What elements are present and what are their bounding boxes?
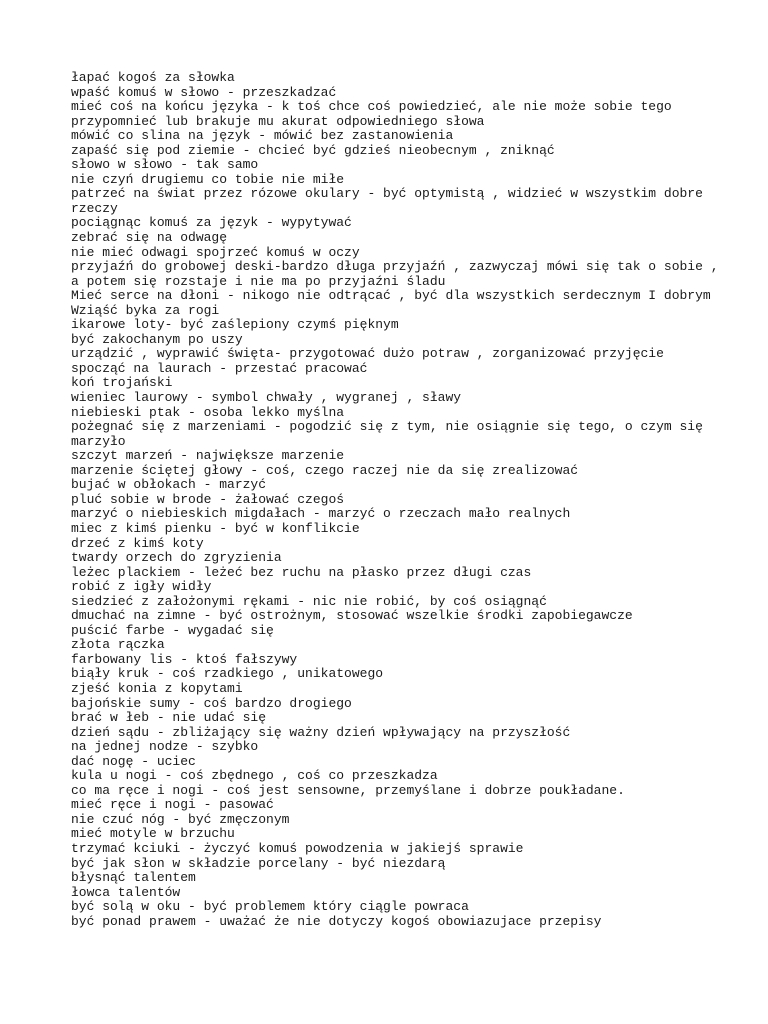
- text-line: miec z kimś pienku - być w konflikcie: [71, 520, 360, 536]
- text-line: trzymać kciuki - życzyć komuś powodzenia w jakiejś sprawie: [71, 840, 524, 856]
- text-line: ikarowe loty- być zaślepiony czymś pięknym: [71, 317, 399, 333]
- text-line: pociągnąc komuś za język - wypytywać: [71, 215, 352, 231]
- text-line: dzień sądu - zbliżający się ważny dzień wpływający na przyszłość: [71, 724, 571, 740]
- text-line: słowo w słowo - tak samo: [71, 157, 259, 173]
- text-line: nie mieć odwagi spojrzeć komuś w oczy: [71, 244, 360, 260]
- text-line: urządzić , wyprawić święta- przygotować dużo potraw , zorganizować przyjęcie: [71, 346, 664, 362]
- text-line: nie czuć nóg - być zmęczonym: [71, 811, 290, 827]
- text-line: mieć coś na końcu języka - k toś chce coś powiedzieć, ale nie może sobie tego: [71, 99, 672, 115]
- text-line: siedzieć z założonymi rękami - nic nie robić, by coś osiągnąć: [71, 593, 547, 609]
- text-line: co ma ręce i nogi - coś jest sensowne, przemyślane i dobrze poukładane.: [71, 782, 625, 798]
- text-line: być zakochanym po uszy: [71, 331, 243, 347]
- text-line: szczyt marzeń - największe marzenie: [71, 448, 345, 464]
- text-line: dać nogę - uciec: [71, 753, 196, 769]
- text-line: robić z igły widły: [71, 579, 212, 595]
- text-line: a potem się rozstaje i nie ma po przyjaźni śladu: [71, 273, 446, 289]
- text-line: zebrać się na odwagę: [71, 230, 228, 246]
- text-line: mieć ręce i nogi - pasować: [71, 797, 274, 813]
- text-line: marzyć o niebieskich migdałach - marzyć o rzeczach mało realnych: [71, 506, 571, 522]
- text-line: rzeczy: [71, 200, 118, 216]
- text-line: kula u nogi - coś zbędnego , coś co przeszkadza: [71, 768, 438, 784]
- document-text: [71, 71, 731, 929]
- text-line: nie czyń drugiemu co tobie nie miłe: [71, 171, 345, 187]
- text-line: brać w łeb - nie udać się: [71, 710, 267, 726]
- text-line: koń trojański: [71, 375, 173, 391]
- text-line: twardy orzech do zgryzienia: [71, 550, 282, 566]
- text-line: spocząć na laurach - przestać pracować: [71, 360, 368, 376]
- text-line: być solą w oku - być problemem który ciągle powraca: [71, 899, 469, 915]
- text-line: łowca talentów: [71, 884, 181, 900]
- text-line: bajońskie sumy - coś bardzo drogiego: [71, 695, 352, 711]
- text-line: puścić farbe - wygadać się: [71, 622, 274, 638]
- text-line: mówić co slina na język - mówić bez zastanowienia: [71, 128, 454, 144]
- text-line: wpaść komuś w słowo - przeszkadzać: [71, 84, 337, 100]
- text-line: marzenie ściętej głowy - coś, czego raczej nie da się zrealizować: [71, 462, 579, 478]
- text-line: patrzeć na świat przez rózowe okulary - być optymistą , widzieć w wszystkim dobre: [71, 186, 703, 202]
- text-line: być jak słon w składzie porcelany - być niezdarą: [71, 855, 446, 871]
- text-line: dmuchać na zimne - być ostrożnym, stosować wszelkie środki zapobiegawcze: [71, 608, 633, 624]
- text-line: zjeść konia z kopytami: [71, 680, 243, 696]
- text-line: na jednej nodze - szybko: [71, 739, 259, 755]
- text-line: mieć motyle w brzuchu: [71, 826, 235, 842]
- text-line: błysnąć talentem: [71, 870, 196, 886]
- text-line: być ponad prawem - uważać że nie dotyczy kogoś obowiazujace przepisy: [71, 913, 602, 929]
- text-line: farbowany lis - ktoś fałszywy: [71, 651, 298, 667]
- text-line: łapać kogoś za słowka: [71, 70, 235, 85]
- text-line: leżec plackiem - leżeć bez ruchu na płasko przez długi czas: [71, 564, 532, 580]
- text-line: drzeć z kimś koty: [71, 535, 204, 551]
- text-line: marzyło: [71, 433, 126, 449]
- text-line: Mieć serce na dłoni - nikogo nie odtrącać , być dla wszystkich serdecznym I dobrym: [71, 288, 711, 304]
- text-line: bujać w obłokach - marzyć: [71, 477, 267, 493]
- text-line: pluć sobie w brode - żałować czegoś: [71, 491, 345, 507]
- text-line: zapaść się pod ziemie - chcieć być gdzieś nieobecnym , zniknąć: [71, 142, 555, 158]
- text-line: Wziąść byka za rogi: [71, 302, 220, 318]
- text-line: niebieski ptak - osoba lekko myślna: [71, 404, 345, 420]
- text-line: przyjaźń do grobowej deski-bardzo długa przyjaźń , zazwyczaj mówi się tak o sobie ,: [71, 259, 719, 275]
- text-line: biąły kruk - coś rzadkiego , unikatowego: [71, 666, 384, 682]
- text-line: przypomnieć lub brakuje mu akurat odpowiedniego słowa: [71, 113, 485, 129]
- text-line: złota rączka: [71, 637, 165, 653]
- text-line: pożegnać się z marzeniami - pogodzić się z tym, nie osiągnie się tego, o czym się: [71, 419, 703, 435]
- text-line: wieniec laurowy - symbol chwały , wygranej , sławy: [71, 390, 462, 406]
